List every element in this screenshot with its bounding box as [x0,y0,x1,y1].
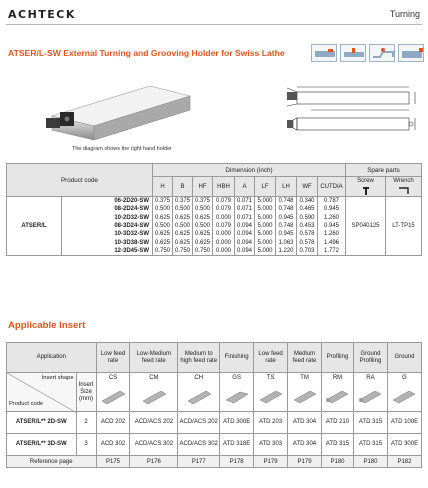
col-header: HF [193,177,213,197]
spec-cell: 0.578 [297,230,318,238]
spec-cell: 1.063 [276,239,297,247]
spec-cell: 0.625 [153,230,173,238]
insert-cell: ACD/ACS 302 [178,434,220,456]
col-header: B [173,177,193,197]
spec-cell: 0.945 [276,213,297,221]
spec-cell: 0.071 [235,205,255,213]
col-header: HBH [213,177,235,197]
spec-cell: 1.496 [318,239,346,247]
insert-ch-icon [178,384,220,412]
spec-cell: 5.000 [255,197,276,206]
spec-cell: 0.500 [173,222,193,230]
wrench-icon [398,187,410,195]
screw-part: SP040125 [346,197,386,256]
spec-row [7,197,422,206]
application-cell: Low feed rate [96,343,130,373]
spec-cell: 0.750 [173,247,193,256]
spec-cell: 0.748 [276,205,297,213]
product-code-header: Product code [7,164,153,197]
insert-cell: ATD 315 [322,434,354,456]
reference-page: P179 [288,456,322,468]
insert-cell: ATD 315 [353,434,387,456]
spec-cell: 5.000 [255,230,276,238]
application-cell: Low feed rate [254,343,288,373]
insert-cell: ATD 210 [322,412,354,434]
spec-cell: 1.772 [318,247,346,256]
wrench-part: LT-TP15 [386,197,422,256]
application-cell: Low-Medium feed rate [130,343,178,373]
shape-code: CS [96,373,130,384]
spec-cell: 0.590 [297,213,318,221]
spec-cell: 0.945 [318,222,346,230]
insert-shape-label: Insert shape [41,375,74,381]
spec-cell: 0.094 [235,247,255,256]
holder-code: ATSER/L** 2D-SW [7,412,77,434]
grooving-icon [340,44,366,62]
spec-cell: 0.625 [193,239,213,247]
insert-cm-icon [130,384,178,412]
application-cell: Profiling [322,343,354,373]
spec-cell: 0.375 [173,197,193,206]
product-code: 10-3D38-SW [62,239,153,247]
insert-shape-diagonal-cell [7,373,77,412]
insert-cell: ACD/ACS 202 [178,412,220,434]
col-header: LF [255,177,276,197]
col-header: WF [297,177,318,197]
product-code: 12-3D45-SW [62,247,153,256]
spec-cell: 0.625 [173,239,193,247]
spec-cell: 5.000 [255,222,276,230]
shape-code: CH [178,373,220,384]
spec-table [6,163,422,256]
header-rule [6,24,422,25]
insert-cell: ACD 302 [96,434,130,456]
insert-gs-icon [220,384,254,412]
spec-cell: 0.094 [235,239,255,247]
screw-label: Screw [357,178,374,184]
spec-cell: 0.094 [235,222,255,230]
spec-cell: 0.000 [213,230,235,238]
insert-cell: ATD 315 [353,412,387,434]
shape-code: RM [322,373,354,384]
reference-page: P177 [178,456,220,468]
top-bar [0,0,428,26]
shape-code: G [387,373,421,384]
spec-cell: 0.000 [213,213,235,221]
product-code: 08-2D24-SW [62,205,153,213]
insert-cell: ACD/ACS 202 [130,412,178,434]
spec-cell: 0.071 [235,213,255,221]
spec-cell: 0.625 [193,230,213,238]
spec-cell: 0.079 [213,222,235,230]
insert-cell: ATD 304 [288,412,322,434]
product-code: 10-3D32-SW [62,230,153,238]
section-label: Turning [389,9,420,19]
spec-cell: 0.500 [153,205,173,213]
reference-page: P180 [353,456,387,468]
reference-page: P176 [130,456,178,468]
insert-rm-icon [322,384,354,412]
reference-page: P178 [220,456,254,468]
insert-cell: ATD 203 [254,412,288,434]
page-title: ATSER/L-SW External Turning and Grooving Holder for Swiss Lathe [8,48,285,58]
spec-cell: 0.625 [153,239,173,247]
shape-code: TS [254,373,288,384]
product-code: 06-2D20-SW [62,197,153,206]
spec-cell: 0.625 [153,213,173,221]
external-turning-icon [311,44,337,62]
spec-cell: 0.578 [297,239,318,247]
spec-cell: 0.375 [153,197,173,206]
col-header: CUTDIA [318,177,346,197]
insert-ts-icon [254,384,288,412]
insert-ra-icon [353,384,387,412]
spec-cell: 0.748 [276,222,297,230]
spec-cell: 0.748 [276,197,297,206]
col-header: H [153,177,173,197]
image-caption: The diagram shows the right hand holder [72,146,172,152]
insert-cs-icon [96,384,130,412]
application-cell: Medium feed rate [288,343,322,373]
spec-cell: 0.945 [318,205,346,213]
spec-cell: 0.500 [193,205,213,213]
spec-cell: 0.750 [193,247,213,256]
insert-size: 3 [76,434,96,456]
screw-icon [363,187,369,195]
spec-cell: 0.079 [213,197,235,206]
spec-cell: 1.260 [318,213,346,221]
spec-cell: 0.625 [173,230,193,238]
facing-icon [398,44,424,62]
insert-cell: ATD 318E [220,434,254,456]
insert-table [6,342,422,468]
product-code: 10-2D32-SW [62,213,153,221]
spec-cell: 0.340 [297,197,318,206]
application-cell: Medium to high feed rate [178,343,220,373]
spec-cell: 0.071 [235,197,255,206]
application-cell: Ground [387,343,421,373]
dimension-header: Dimension (inch) [153,164,346,177]
spec-cell: 5.000 [255,205,276,213]
profiling-icon [369,44,395,62]
col-header: A [235,177,255,197]
application-cell: Ground Profiling [353,343,387,373]
insert-cell: ACD 202 [96,412,130,434]
insert-cell: ATD 303 [254,434,288,456]
product-code-label: Product code [9,401,44,407]
spec-cell: 0.000 [213,239,235,247]
spec-cell: 5.000 [255,239,276,247]
holder-image [38,82,228,154]
insert-cell: ACD/ACS 302 [130,434,178,456]
wrench-label: Wrench [393,178,414,184]
reference-page-label: Reference page [7,456,97,468]
spec-cell: 0.079 [213,205,235,213]
spec-cell: 0.094 [235,230,255,238]
spec-cell: 0.465 [297,205,318,213]
spec-cell: 0.500 [153,222,173,230]
application-cell: Finishing [220,343,254,373]
spec-cell: 0.375 [193,197,213,206]
shape-code: GS [220,373,254,384]
spec-cell: 0.625 [193,213,213,221]
spec-cell: 5.000 [255,247,276,256]
reference-page: P179 [254,456,288,468]
insert-size: 2 [76,412,96,434]
col-header: LH [276,177,297,197]
spec-cell: 0.453 [297,222,318,230]
application-icons [311,44,424,62]
insert-cell: ATD 304 [288,434,322,456]
spec-cell: 0.500 [173,205,193,213]
reference-page: P182 [387,456,421,468]
spec-cell: 1.260 [318,230,346,238]
screw-header [346,177,386,197]
shape-code: TM [288,373,322,384]
dimension-drawing [283,82,421,146]
reference-page: P180 [322,456,354,468]
spec-cell: 5.000 [255,213,276,221]
spec-cell: 0.500 [193,222,213,230]
spec-cell: 1.220 [276,247,297,256]
shape-code: CM [130,373,178,384]
product-code: 08-3D24-SW [62,222,153,230]
holder-code: ATSER/L** 3D-SW [7,434,77,456]
application-header: Application [7,343,97,373]
insert-tm-icon [288,384,322,412]
insert-cell: ATD 300E [387,434,421,456]
spec-cell: 0.945 [276,230,297,238]
spec-cell: 0.750 [153,247,173,256]
shape-code: RA [353,373,387,384]
spec-cell: 0.703 [297,247,318,256]
insert-cell: ATD 300E [220,412,254,434]
spare-parts-header: Spare parts [346,164,422,177]
brand-logo: ACHTECK [8,8,76,21]
spec-cell: 0.000 [213,247,235,256]
spec-cell: 0.787 [318,197,346,206]
insert-g-icon [387,384,421,412]
reference-page: P175 [96,456,130,468]
insert-size-header: Insert Size (mm) [76,373,96,412]
wrench-header [386,177,422,197]
spec-cell: 0.625 [173,213,193,221]
insert-section-title: Applicable Insert [8,320,86,331]
insert-cell: ATD 100E [387,412,421,434]
series-cell: ATSER/L [7,197,62,256]
